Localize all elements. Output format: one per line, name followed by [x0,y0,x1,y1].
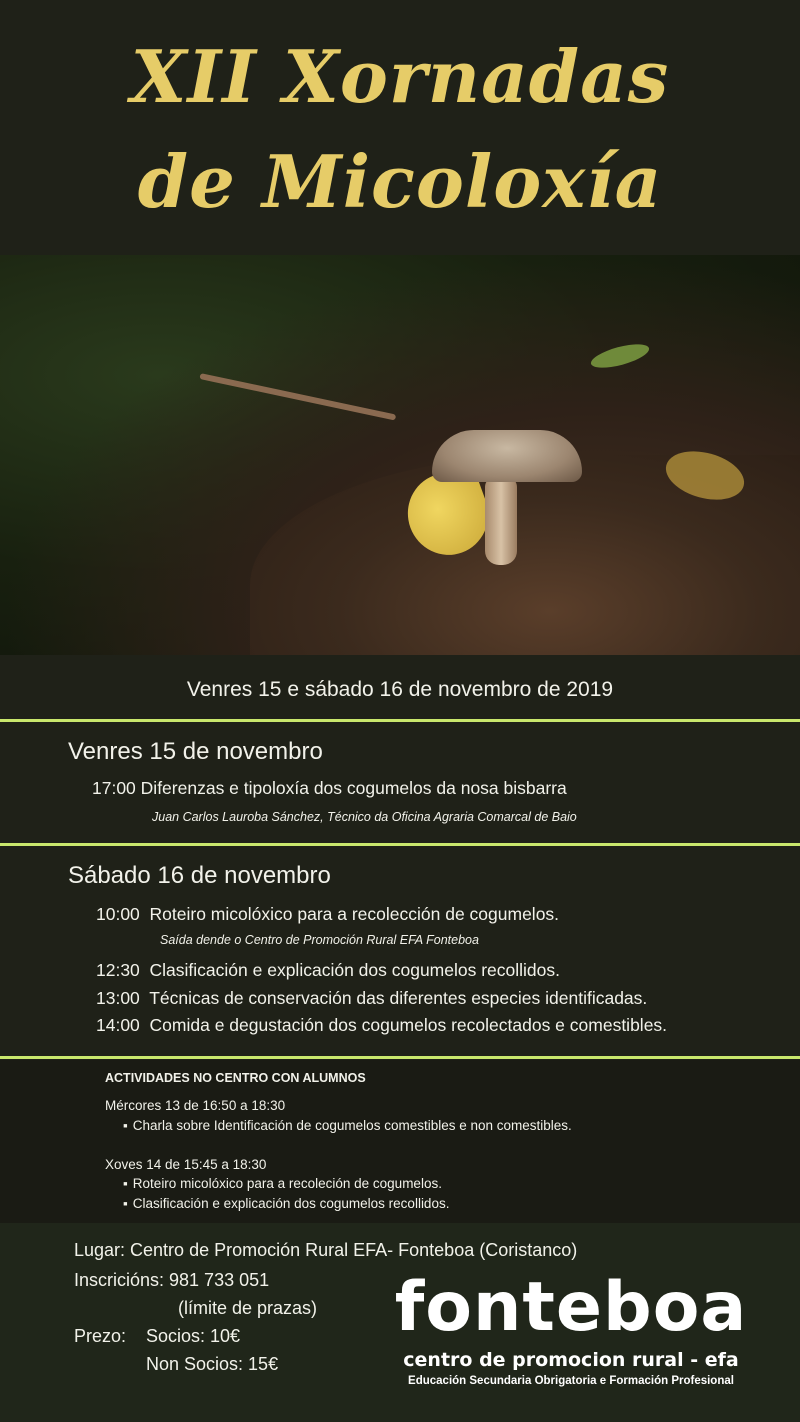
item-text: Diferenzas e tipoloxía dos cogumelos da nosa bisbarra [140,778,567,798]
mushroom-cap [432,430,582,482]
item-note: Saída dende o Centro de Promoción Rural EFA Fonteboa [160,933,479,947]
logo-name: fonteboa [394,1268,748,1347]
item-time: 14:00 [96,1015,140,1035]
signup-phone: Inscricións: 981 733 051 [74,1270,270,1290]
fonteboa-logo [386,1268,756,1389]
schedule-item [96,1015,667,1036]
item-time: 17:00 [92,778,136,798]
activities-heading: ACTIVIDADES NO CENTRO CON ALUMNOS [105,1071,366,1085]
item-text: Técnicas de conservación das diferentes especies identificadas. [149,988,648,1008]
place: Lugar: Centro de Promoción Rural EFA- Fonteboa (Coristanco) [74,1240,578,1260]
places-limit: (límite de prazas) [178,1298,318,1318]
activity-item: ▪ Roteiro micolóxico para a recoleción de cogumelos. [123,1176,442,1191]
item-time: 13:00 [96,988,140,1008]
item-text: Roteiro micolóxico para a recolección de cogumelos. [149,904,560,924]
schedule-item [92,778,567,799]
friday-heading: Venres 15 de novembro [68,738,323,765]
date-range: Venres 15 e sábado 16 de novembro de 2019 [186,678,614,701]
schedule-item [96,904,559,925]
item-time: 10:00 [96,904,140,924]
divider [0,1056,800,1059]
price-nonmembers: Non Socios: 15€ [146,1354,279,1374]
title-line-2: de Micoloxía [137,139,663,224]
price-members: Socios: 10€ [146,1326,241,1346]
logo-tagline: Educación Secundaria Obrigatoria e Formación Profesional [408,1375,734,1387]
title-line-1: XII Xornadas [130,34,670,119]
divider [0,843,800,846]
activity-item: ▪ Charla sobre Identificación de cogumelos comestibles e non comestibles. [123,1118,572,1133]
twig [199,373,396,420]
schedule-item [96,988,647,1009]
item-time: 12:30 [96,960,140,980]
saturday-heading: Sábado 16 de novembro [68,862,331,889]
sprout [589,340,652,373]
mushroom-photo [0,255,800,655]
item-text: Clasificación e explicación dos cogumelos recollidos. [149,960,561,980]
logo-subtitle: centro de promocion rural - efa [403,1349,739,1371]
activity-item: ▪ Clasificación e explicación dos cogumelos recollidos. [123,1196,449,1211]
schedule-item [96,960,560,981]
price-label: Prezo: [74,1326,127,1346]
item-note: Juan Carlos Lauroba Sánchez, Técnico da Oficina Agraria Comarcal de Baio [152,810,577,824]
activity-day: Mércores 13 de 16:50 a 18:30 [105,1098,286,1113]
mushroom-stem [485,477,517,565]
item-text: Comida e degustación dos cogumelos recolectados e comestibles. [149,1015,668,1035]
activity-day: Xoves 14 de 15:45 a 18:30 [105,1157,267,1172]
divider [0,719,800,722]
